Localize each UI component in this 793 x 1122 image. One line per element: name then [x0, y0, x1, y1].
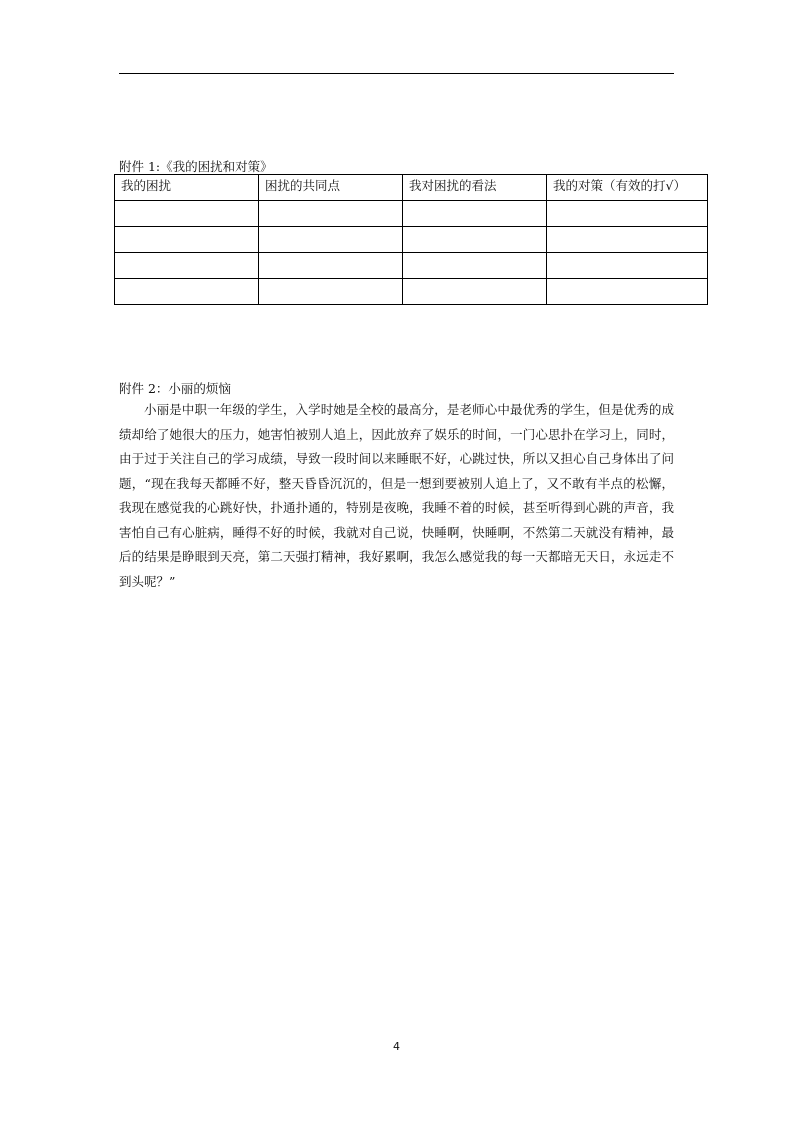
page-number: 4 [393, 1040, 400, 1053]
table-cell[interactable] [403, 279, 547, 305]
attachment-2-title: 附件 2：小丽的烦恼 [119, 381, 231, 396]
column-header-my-strategies: 我的对策（有效的打√） [547, 175, 708, 201]
table-cell[interactable] [403, 253, 547, 279]
table-cell[interactable] [115, 201, 259, 227]
table-row [115, 253, 708, 279]
table-cell[interactable] [115, 253, 259, 279]
table-cell[interactable] [403, 227, 547, 253]
table-cell[interactable] [259, 253, 403, 279]
troubles-table [114, 174, 708, 305]
column-header-common-points: 困扰的共同点 [259, 175, 403, 201]
header-rule [119, 73, 674, 74]
table-cell[interactable] [403, 201, 547, 227]
table-cell[interactable] [259, 279, 403, 305]
column-header-my-views: 我对困扰的看法 [403, 175, 547, 201]
table-cell[interactable] [259, 201, 403, 227]
table-row [115, 279, 708, 305]
table-header-row [115, 175, 708, 201]
table-cell[interactable] [547, 253, 708, 279]
table-cell[interactable] [259, 227, 403, 253]
table-cell[interactable] [547, 227, 708, 253]
table-cell[interactable] [547, 201, 708, 227]
table-cell[interactable] [547, 279, 708, 305]
story-paragraph: 小丽是中职一年级的学生，入学时她是全校的最高分，是老师心中最优秀的学生，但是优秀的成绩却给了她很大的压力，她害怕被别人追上，因此放弃了娱乐的时间，一门心思扑在学习上，同时，由于过于关注自己的学习成绩，导致一段时间以来睡眠不好，心跳过快，所以又担心自己身体出了问题，“现在我每天都睡不好，整天昏昏沉沉的，但是一想到要被别人追上了，又不敢有半点的松懈，我现在感觉我的心跳好快，扑通扑通的，特别是夜晚，我睡不着的时候，甚至听得到心跳的声音，我害怕自己有心脏病，睡得不好的时候，我就对自己说，快睡啊，快睡啊，不然第二天就没有精神，最后的结果是睁眼到天亮，第二天强打精神，我好累啊，我怎么感觉我的每一天都暗无天日，永远走不到头呢？” [119, 402, 674, 589]
table-cell[interactable] [115, 227, 259, 253]
table-row [115, 201, 708, 227]
table-cell[interactable] [115, 279, 259, 305]
table-row [115, 227, 708, 253]
attachment-1-title: 附件 1:《我的困扰和对策》 [119, 159, 273, 174]
column-header-my-troubles: 我的困扰 [115, 175, 259, 201]
